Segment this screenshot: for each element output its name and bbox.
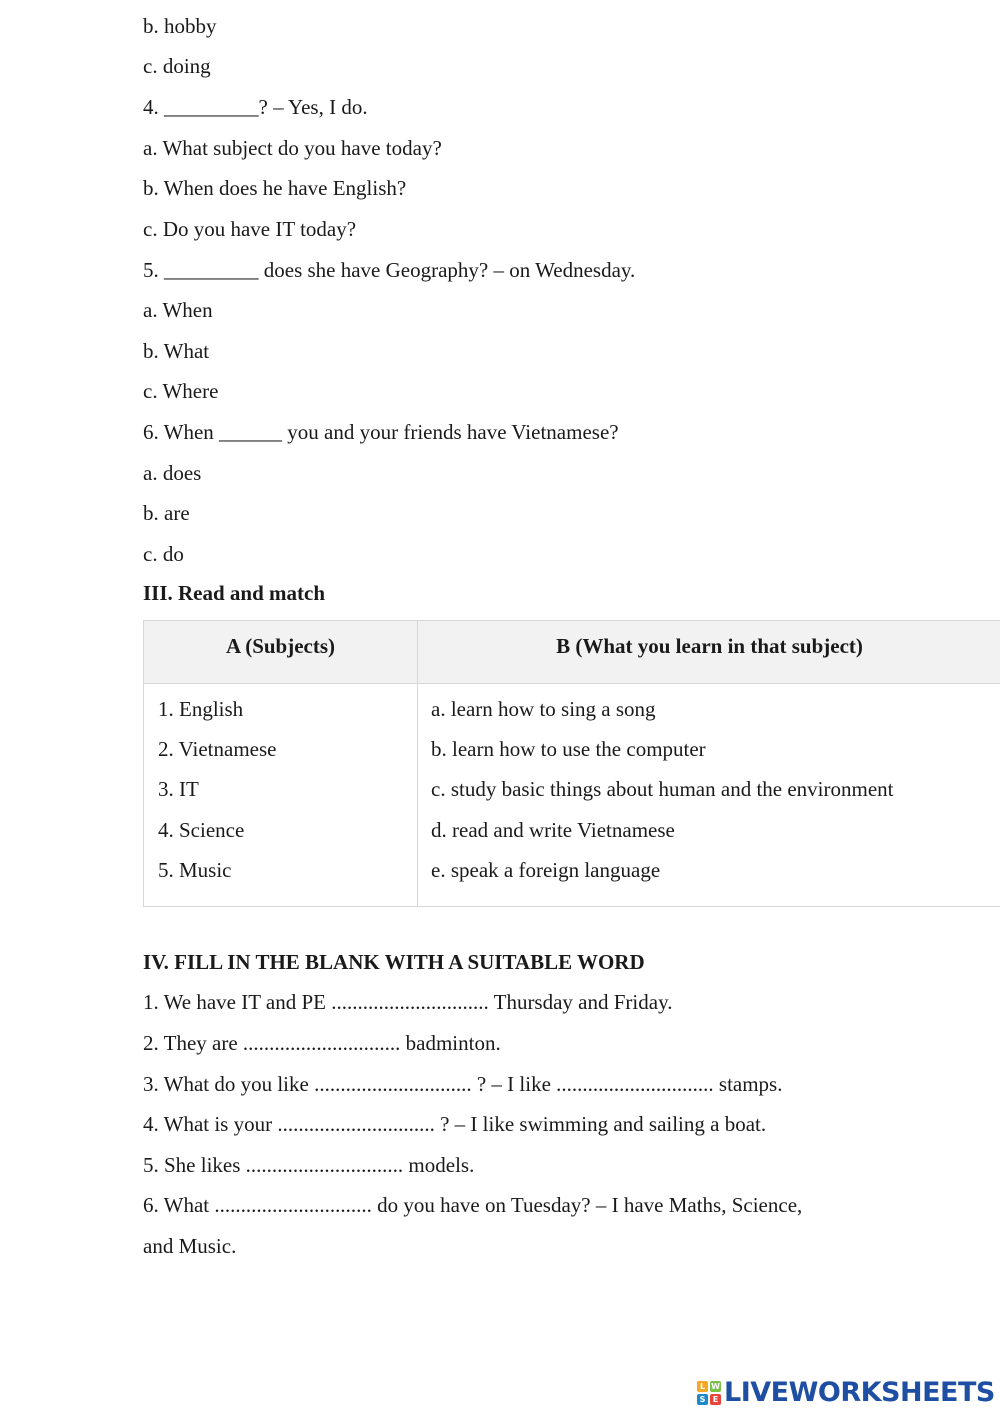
learning-item: e. speak a foreign language: [431, 858, 661, 882]
question-4: 4. _________? – Yes, I do.: [143, 95, 368, 119]
learning-item: a. learn how to sing a song: [431, 697, 656, 721]
learning-item: c. study basic things about human and the environment: [431, 777, 894, 801]
learning-item: b. learn how to use the computer: [431, 737, 706, 761]
option-q5-a: a. When: [143, 298, 213, 322]
option-q3-b: b. hobby: [143, 14, 217, 38]
fill-blank-item-4: 4. What is your .............................. ? – I like swimming and sailing a boat.: [143, 1112, 767, 1136]
option-q4-b: b. When does he have English?: [143, 176, 407, 200]
option-q6-a: a. does: [143, 461, 202, 485]
header-col-b: B (What you learn in that subject): [556, 634, 863, 658]
option-q6-b: b. are: [143, 501, 190, 525]
section-4-title: IV. FILL IN THE BLANK WITH A SUITABLE WORD: [143, 950, 645, 974]
option-q5-b: b. What: [143, 339, 210, 363]
option-q4-c: c. Do you have IT today?: [143, 217, 357, 241]
fill-blank-item-6-continuation: and Music.: [143, 1234, 237, 1258]
question-5: 5. _________ does she have Geography? – on Wednesday.: [143, 258, 636, 282]
learning-item: d. read and write Vietnamese: [431, 818, 675, 842]
fill-blank-item-5: 5. She likes .............................. models.: [143, 1153, 475, 1177]
liveworksheets-logo-icon: L W S E: [697, 1381, 721, 1405]
fill-blank-item-6: 6. What .............................. do you have on Tuesday? – I have Maths, Science,: [143, 1193, 803, 1217]
subject-item: 2. Vietnamese: [158, 737, 277, 761]
subject-item: 4. Science: [158, 818, 245, 842]
subject-item: 3. IT: [158, 777, 199, 801]
option-q4-a: a. What subject do you have today?: [143, 136, 442, 160]
subject-item: 1. English: [158, 697, 244, 721]
match-table: [143, 620, 1000, 907]
fill-blank-item-3: 3. What do you like .............................. ? – I like .............................. stamps.: [143, 1072, 783, 1096]
question-6: 6. When ______ you and your friends have Vietnamese?: [143, 420, 619, 444]
option-q3-c: c. doing: [143, 54, 211, 78]
option-q6-c: c. do: [143, 542, 184, 566]
fill-blank-item-1: 1. We have IT and PE .............................. Thursday and Friday.: [143, 990, 673, 1014]
section-3-title: III. Read and match: [143, 581, 326, 605]
subject-item: 5. Music: [158, 858, 232, 882]
fill-blank-item-2: 2. They are .............................. badminton.: [143, 1031, 501, 1055]
column-divider: [417, 621, 418, 906]
option-q5-c: c. Where: [143, 379, 219, 403]
logo-wordmark: LIVEWORKSHEETS: [724, 1377, 995, 1408]
liveworksheets-logo: [697, 1378, 995, 1408]
header-col-a: A (Subjects): [225, 634, 336, 658]
